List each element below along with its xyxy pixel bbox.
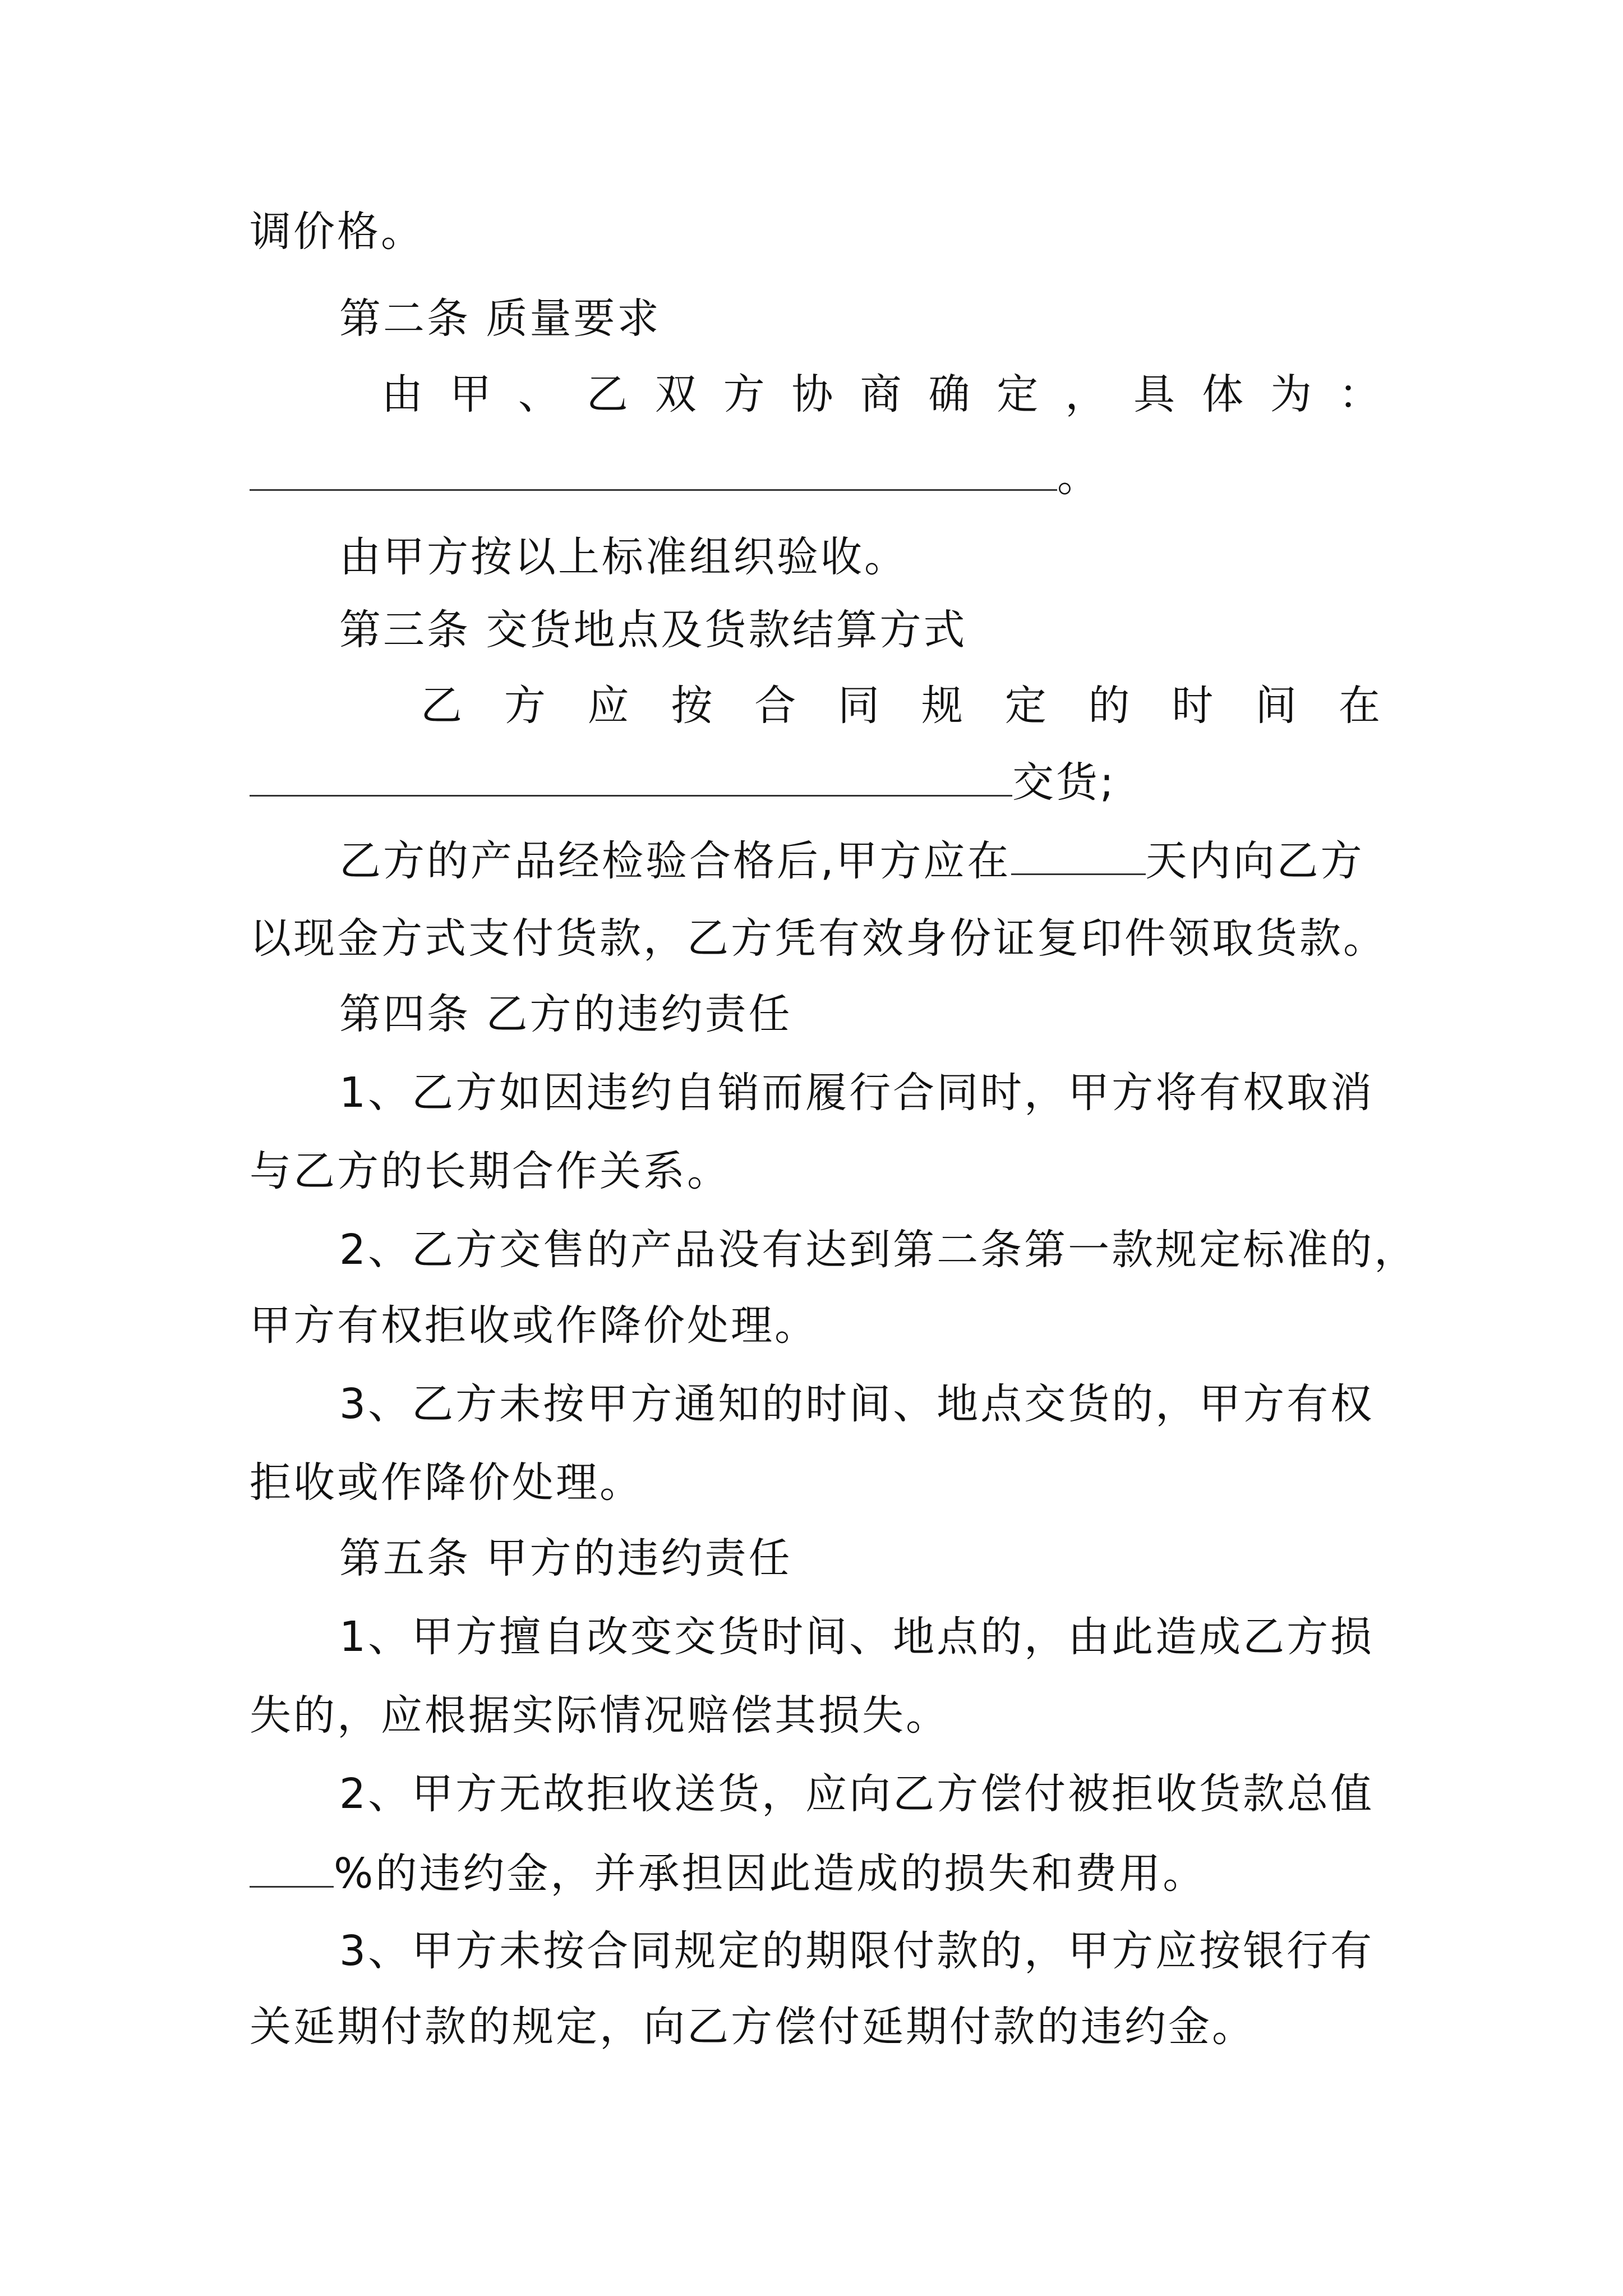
char: 时	[1172, 682, 1216, 730]
text-line: 调价格。	[250, 208, 425, 256]
char: 合	[754, 682, 799, 730]
text-line: 与乙方的长期合作关系。	[250, 1147, 731, 1195]
text-line: 3、甲方未按合同规定的期限付款的，甲方应按银行有	[339, 1927, 1375, 1975]
char: 双	[654, 370, 699, 418]
text-line: 3、乙方未按甲方通知的时间、地点交货的，甲方有权	[339, 1380, 1375, 1428]
text-line: 以现金方式支付货款，乙方凭有效身份证复印件领取货款。	[250, 914, 1387, 963]
char: ：	[1338, 370, 1382, 418]
article-3-heading: 第三条 交货地点及货款结算方式	[339, 606, 967, 654]
char: 定	[1004, 682, 1049, 730]
char: 方	[504, 682, 548, 730]
text-line: 由甲方按以上标准组织验收。	[339, 533, 908, 581]
char: 按	[671, 682, 715, 730]
char: 、	[518, 370, 562, 418]
text-fragment: 天内向乙方	[1145, 837, 1364, 885]
char: 在	[1338, 682, 1382, 730]
text-line: 2、乙方交售的产品没有达到第二条第一款规定标准的，	[339, 1226, 1418, 1274]
char: 确	[928, 370, 972, 418]
char: 乙	[421, 682, 464, 730]
char: 方	[723, 370, 767, 418]
fill-in-blank[interactable]	[250, 449, 1057, 491]
char: 由	[381, 370, 425, 418]
article-2-heading: 第二条 质量要求	[339, 295, 661, 343]
text-line: 1、乙方如因违约自销而履行合同时，甲方将有权取消	[339, 1069, 1375, 1117]
text-line: 1、甲方擅自改变交货时间、地点的，由此造成乙方损	[339, 1613, 1375, 1661]
fill-in-blank[interactable]	[250, 1846, 334, 1888]
fill-in-blank[interactable]	[250, 754, 1012, 797]
char: 具	[1133, 370, 1178, 418]
text-line: 关延期付款的规定，向乙方偿付延期付款的违约金。	[250, 2003, 1256, 2051]
text-line: 甲方有权拒收或作降价处理。	[250, 1301, 818, 1350]
justified-line-quality	[381, 367, 1382, 421]
char: 甲	[449, 370, 494, 418]
char: 商	[860, 370, 904, 418]
char: 体	[1202, 370, 1246, 418]
char: 规	[921, 682, 965, 730]
fill-in-blank[interactable]	[1011, 833, 1146, 875]
text-line: 2、甲方无故拒收送货，应向乙方偿付被拒收货款总值	[339, 1770, 1375, 1818]
char: 定	[997, 370, 1041, 418]
article-4-heading: 第四条 乙方的违约责任	[339, 990, 792, 1038]
text-fragment: 。	[1057, 453, 1101, 501]
char: 应	[587, 682, 631, 730]
text-line: 拒收或作降价处理。	[250, 1458, 643, 1507]
char: 为	[1270, 370, 1314, 418]
char: 乙	[586, 370, 630, 418]
penalty-line	[250, 1846, 1382, 1901]
char: 的	[1088, 682, 1132, 730]
blank-line-delivery	[250, 754, 1382, 809]
justified-line-delivery	[421, 679, 1382, 733]
blank-line-quality	[250, 449, 1382, 504]
char: 间	[1255, 682, 1299, 730]
char: 协	[791, 370, 836, 418]
article-5-heading: 第五条 甲方的违约责任	[339, 1534, 792, 1582]
char: ，	[1065, 370, 1109, 418]
text-fragment: %的违约金，并承担因此造成的损失和费用。	[334, 1849, 1207, 1898]
text-fragment: 乙方的产品经检验合格后,甲方应在	[339, 837, 1011, 885]
char: 同	[838, 682, 882, 730]
payment-line	[339, 833, 1382, 888]
text-fragment: 交货;	[1012, 758, 1116, 807]
text-line: 失的，应根据实际情况赔偿其损失。	[250, 1691, 949, 1740]
